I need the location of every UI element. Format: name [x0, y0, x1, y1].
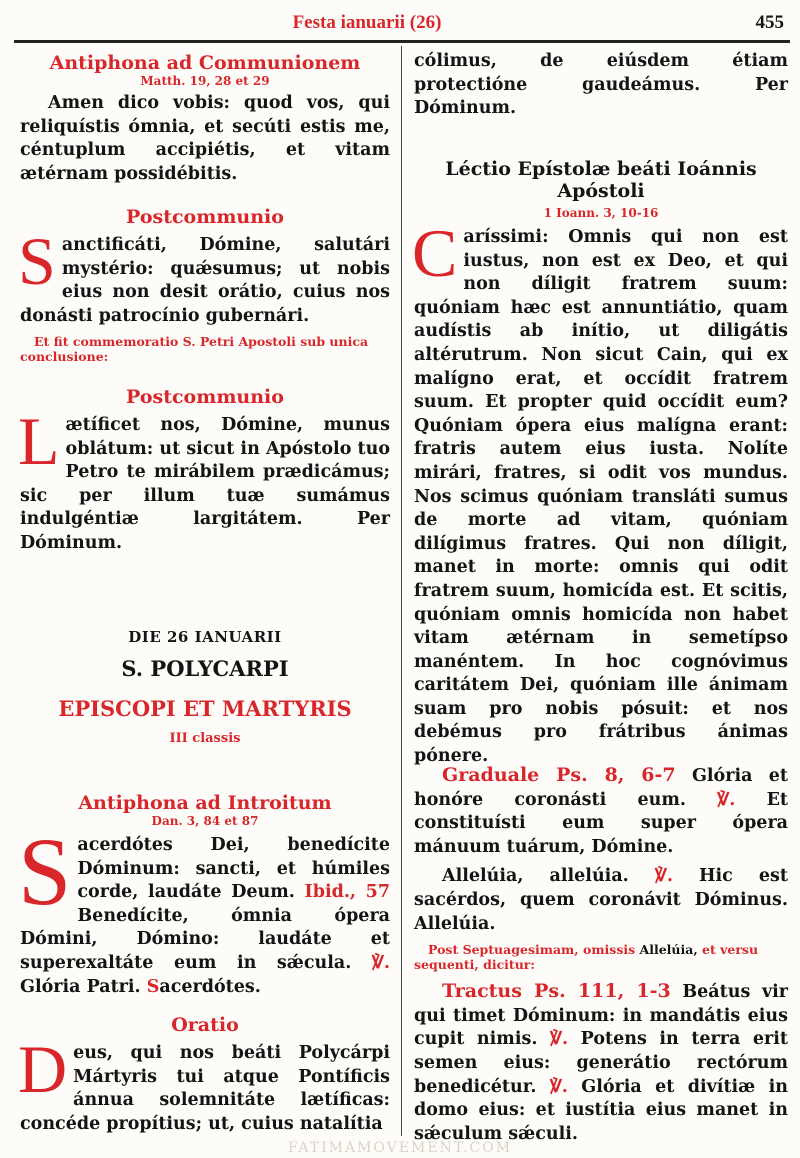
rubric-part-2: et versu sequenti, dicitur:	[414, 942, 759, 973]
tract-text-1: Beátus vir qui timet Dóminum: in mandátis eius cupit nimis.	[414, 982, 788, 1050]
rubric-part-1: Post Septuagesimam, omissis	[428, 942, 640, 958]
epistle-text: aríssimi: Omnis qui non est iustus, non est ex Deo, et qui non díligit fratrem suum: quóniam hæc est annuntiátio, quam audístis ab inítio, ut diligátis altérutrum. Non sicut Cain, qui ex malígno erat, et occídit fratrem suum. Et propter quid occídit eum? Quóniam ópera eius malígna erant: fratris autem eius iusta. Nolíte mirári, fratres, si odit vos mundus. Nos scimus quóniam transláti sumus de morte ad vitam, quóniam dilígimus fratres. Qui non díligit, manet in morte: omnis qui odit fratrem suum, homicída est. Et scitis, quóniam omnis homicída non habet vitam ætérnam in semetípso manéntem. In hoc cognóvimus caritátem Dei, quóniam ille ánimam suam pro nobis pósuit: et nos debémus pro frátribus ánimas pónere.	[414, 227, 788, 767]
epistle-heading: Léctio Epístolæ beáti Ioánnis Apóstoli	[445, 158, 757, 202]
gradual-section	[414, 764, 788, 1146]
introit-section	[20, 792, 390, 999]
collect-text: eus, qui nos beáti Polycárpi Mártyris tui atque Pontíficis ánnua solemnitáte lætíficas: concéde propítius; ut, cuius natalítia	[20, 1043, 390, 1134]
tract-text-2: Potens in terra erit semen eius: generátio rectórum benedicétur.	[414, 1029, 789, 1097]
gradual-paragraph	[414, 764, 788, 859]
drop-cap: D	[18, 1031, 68, 1107]
tract-paragraph	[414, 980, 788, 1146]
alleluia-verse-text: Hic est sacérdos, quem coronávit Dóminus. Allelúia.	[414, 866, 788, 934]
gradual-label: Graduale Ps. 8, 6-7	[442, 764, 676, 786]
postcommunion-2-section	[20, 386, 390, 556]
feast-class: III classis	[169, 731, 241, 746]
feast-title: EPISCOPI ET MARTYRIS	[58, 696, 352, 721]
watermark: FATIMAMOVEMENT.COM	[287, 1140, 513, 1156]
postcommunion-2-paragraph	[18, 403, 390, 556]
feast-saint: S. POLYCARPI	[121, 656, 289, 681]
collect-heading: Oratio	[171, 1014, 239, 1036]
rubric-commemoration: Et fit commemoratio S. Petri Apostoli sub unica conclusione:	[20, 334, 369, 365]
introit-text: acerdótes Dei, benedícite Dóminum: sancti, et húmiles corde, laudáte Deum.	[77, 835, 390, 903]
alleluia-paragraph	[414, 865, 788, 936]
epistle-section	[414, 158, 788, 769]
introit-gloria: Glória Patri.	[20, 976, 147, 997]
running-title: Festa ianuarii (26)	[292, 12, 442, 33]
versicle-symbol: ℣.	[549, 1076, 568, 1097]
feast-title-block	[20, 628, 390, 746]
tract-label: Tractus Ps. 111, 1-3	[442, 980, 671, 1003]
drop-cap: S	[18, 818, 72, 925]
versicle-symbol: ℣.	[717, 789, 736, 810]
postcommunion-2-heading: Postcommunio	[126, 386, 284, 408]
collect-continuation-text: cólimus, de eiúsdem étiam protectióne gaudeámus. Per Dóminum.	[414, 51, 788, 119]
rubric-septuagesima	[414, 942, 788, 972]
versicle-symbol: ℣.	[654, 866, 673, 887]
epistle-paragraph	[412, 215, 788, 769]
introit-ibid-reference: Ibid., 57	[304, 882, 391, 903]
collect-paragraph	[18, 1031, 390, 1136]
rubric-alleluia-word: Allelúia,	[639, 942, 698, 958]
alleluia-text: Allelúia, allelúia.	[442, 866, 655, 887]
page-header	[14, 0, 790, 43]
drop-cap: L	[18, 403, 60, 479]
postcommunion-1-text: anctificáti, Dómine, salutári mystério: quǽsumus; ut nobis eius non desit orátio, cuius nos donásti patrocínio gubernári.	[20, 235, 390, 326]
collect-continuation	[414, 50, 788, 121]
repeat-initial: S	[146, 976, 160, 997]
introit-heading: Antiphona ad Introitum	[78, 792, 332, 814]
versicle-symbol: ℣.	[550, 1029, 569, 1050]
drop-cap: C	[412, 215, 458, 291]
gradual-verse-text: Et constituísti eum super ópera mánuum tuárum, Dómine.	[414, 789, 789, 857]
communion-heading: Antiphona ad Communionem	[49, 52, 361, 74]
feast-date: DIE 26 IANUARII	[128, 628, 282, 646]
gradual-text: Glória et honóre coronásti eum.	[414, 766, 788, 810]
communion-section	[20, 52, 390, 186]
column-divider	[401, 46, 402, 1136]
introit-text-2: Benedícite, ómnia ópera Dómini, Dómino: laudáte et superexaltáte eum in sǽcula.	[20, 905, 390, 973]
postcommunion-1-heading: Postcommunio	[126, 206, 284, 228]
postcommunion-2-text: ætíficet nos, Dómine, munus oblátum: ut sicut in Apóstolo tuo Petro te mirábilem prædicámus; sic per illum tuæ sumámus indulgéntiæ largitátem. Per Dóminum.	[20, 415, 390, 553]
drop-cap: S	[18, 223, 56, 299]
introit-reference: Dan. 3, 84 et 87	[151, 814, 259, 828]
postcommunion-1-section	[20, 206, 390, 364]
postcommunion-1-paragraph	[18, 223, 390, 328]
epistle-reference: 1 Ioann. 3, 10-16	[543, 206, 659, 220]
versicle-symbol: ℣.	[371, 952, 390, 973]
collect-section	[20, 1014, 390, 1136]
repeat-text: acerdótes.	[159, 976, 261, 997]
communion-text: Amen dico vobis: quod vos, qui reliquístis ómnia, et secúti estis me, céntuplum accipiétis, et vitam ætérnam possidébitis.	[20, 93, 390, 184]
communion-reference: Matth. 19, 28 et 29	[140, 74, 270, 88]
tract-text-3: Glória et divítiæ in domo eius: et iustítia eius manet in sǽculum sǽculi.	[414, 1076, 788, 1144]
page-number: 455	[755, 12, 784, 33]
